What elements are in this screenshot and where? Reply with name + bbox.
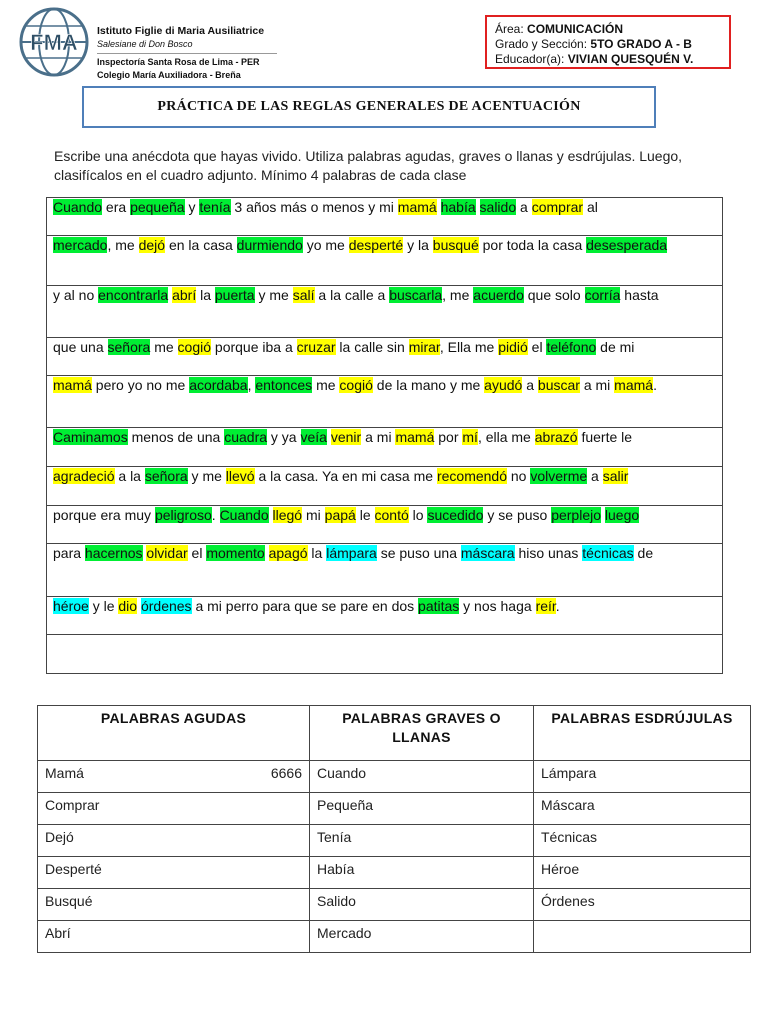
highlighted-word: mamá — [395, 429, 435, 445]
highlighted-word: veía — [300, 429, 327, 445]
grave-cell: Tenía — [310, 825, 534, 857]
plain-text: por — [434, 429, 463, 445]
plain-text: yo me — [302, 237, 349, 253]
plain-text: en la casa — [165, 237, 237, 253]
highlighted-word: olvidar — [146, 545, 188, 561]
plain-text: a mi perro para que se pare en dos — [191, 598, 419, 614]
plain-text: , me — [107, 237, 139, 253]
highlighted-word: venir — [330, 429, 362, 445]
esdrujula-cell: Lámpara — [534, 761, 751, 793]
plain-text: 3 años más o menos y mi — [230, 199, 398, 215]
grave-cell: Pequeña — [310, 793, 534, 825]
anecdote-cell — [47, 544, 723, 597]
anecdote-row — [47, 198, 723, 236]
aguda-cell — [38, 793, 310, 825]
anecdote-cell — [47, 597, 723, 635]
highlighted-word: mamá — [53, 377, 92, 393]
anecdote-row — [47, 467, 723, 506]
highlighted-word: mercado — [53, 237, 108, 253]
aguda-word: Abrí — [45, 925, 71, 941]
esdrujula-cell: Órdenes — [534, 889, 751, 921]
highlighted-word: cuadra — [224, 429, 268, 445]
highlighted-word: máscara — [460, 545, 515, 561]
plain-text: y nos haga — [459, 598, 536, 614]
colegio: Colegio María Auxiliadora - Breña — [97, 70, 241, 80]
plain-text: porque era muy — [53, 507, 155, 523]
highlighted-word: momento — [206, 545, 265, 561]
anecdote-table — [46, 197, 723, 674]
highlighted-word: pidió — [498, 339, 528, 355]
plain-text: y le — [88, 598, 119, 614]
aguda-cell — [38, 857, 310, 889]
highlighted-word: volverme — [530, 468, 588, 484]
aguda-cell — [38, 889, 310, 921]
educator-value: VIVIAN QUESQUÉN V. — [567, 52, 694, 66]
highlighted-word: luego — [604, 507, 640, 523]
plain-text: se puso una — [376, 545, 461, 561]
institution-subtitle: Salesiane di Don Bosco — [97, 39, 193, 49]
highlighted-word: dejó — [138, 237, 166, 253]
plain-text: para — [53, 545, 85, 561]
plain-text — [269, 507, 273, 523]
plain-text: y me — [187, 468, 226, 484]
aguda-word: Busqué — [45, 893, 93, 909]
plain-text: , ella me — [477, 429, 535, 445]
plain-text: hiso unas — [514, 545, 583, 561]
highlighted-word: técnicas — [582, 545, 634, 561]
plain-text: no — [507, 468, 531, 484]
highlighted-word: encontrarla — [98, 287, 169, 303]
plain-text: le — [355, 507, 375, 523]
highlighted-word: apagó — [268, 545, 308, 561]
header-esdrujulas: PALABRAS ESDRÚJULAS — [534, 706, 751, 761]
highlighted-word: cruzar — [296, 339, 336, 355]
plain-text: y se puso — [483, 507, 552, 523]
plain-text: era — [102, 199, 131, 215]
highlighted-word: acuerdo — [473, 287, 524, 303]
grave-cell: Mercado — [310, 921, 534, 953]
highlighted-word: cogió — [339, 377, 373, 393]
highlighted-word: contó — [374, 507, 409, 523]
highlighted-word: ayudó — [484, 377, 523, 393]
highlighted-word: corría — [584, 287, 621, 303]
anecdote-row — [47, 428, 723, 467]
plain-text: porque iba a — [211, 339, 297, 355]
plain-text: el — [527, 339, 547, 355]
highlighted-word: abrazó — [534, 429, 578, 445]
header-agudas: PALABRAS AGUDAS — [38, 706, 310, 761]
highlighted-word: agradeció — [53, 468, 115, 484]
anecdote-cell — [47, 428, 723, 467]
highlighted-word: salir — [602, 468, 629, 484]
plain-text: que una — [53, 339, 108, 355]
highlighted-word: Cuando — [53, 199, 103, 215]
anecdote-cell — [47, 198, 723, 236]
highlighted-word: recomendó — [436, 468, 507, 484]
highlighted-word: héroe — [53, 598, 89, 614]
highlighted-word: lámpara — [326, 545, 377, 561]
plain-text: que solo — [523, 287, 585, 303]
plain-text: menos de una — [127, 429, 225, 445]
highlighted-word: durmiendo — [236, 237, 303, 253]
anecdote-cell — [47, 467, 723, 506]
aguda-word: Comprar — [45, 797, 100, 813]
esdrujula-cell — [534, 921, 751, 953]
highlighted-word: mirar — [408, 339, 440, 355]
aguda-cell — [38, 761, 310, 793]
area-value: COMUNICACIÓN — [527, 22, 624, 36]
header-graves: PALABRAS GRAVES O LLANAS — [310, 706, 534, 761]
plain-text: el — [187, 545, 207, 561]
plain-text — [476, 199, 480, 215]
aguda-word: Dejó — [45, 829, 74, 845]
anecdote-cell — [47, 236, 723, 286]
highlighted-word: Cuando — [219, 507, 269, 523]
highlighted-word: entonces — [255, 377, 313, 393]
highlighted-word: comprar — [531, 199, 584, 215]
highlighted-word: buscarla — [389, 287, 443, 303]
plain-text: y me — [254, 287, 293, 303]
esdrujula-cell: Máscara — [534, 793, 751, 825]
classification-row — [38, 793, 751, 825]
anecdote-row — [47, 338, 723, 376]
anecdote-cell — [47, 286, 723, 338]
anecdote-row — [47, 286, 723, 338]
institution-name: Istituto Figlie di Maria Ausiliatrice — [97, 25, 265, 37]
info-box: Área: COMUNICACIÓN Grado y Sección: 5TO GRADO A - B Educador(a): VIVIAN QUESQUÉN V. — [485, 15, 731, 69]
plain-text: de la mano y me — [372, 377, 485, 393]
plain-text: , Ella me — [439, 339, 499, 355]
plain-text: a mi — [579, 377, 615, 393]
plain-text: . — [653, 377, 657, 393]
plain-text: me — [150, 339, 178, 355]
highlighted-word: reír — [535, 598, 556, 614]
highlighted-word: llegó — [272, 507, 303, 523]
plain-text: a mi — [361, 429, 396, 445]
anecdote-row — [47, 635, 723, 674]
plain-text: a — [587, 468, 603, 484]
plain-text: la calle sin — [335, 339, 409, 355]
highlighted-word: papá — [324, 507, 356, 523]
highlighted-word: busqué — [432, 237, 479, 253]
plain-text: a — [516, 199, 532, 215]
plain-text: . — [211, 507, 220, 523]
plain-text: al — [583, 199, 598, 215]
plain-text: a la casa. Ya en mi casa me — [254, 468, 437, 484]
instructions: Escribe una anécdota que hayas vivido. Utiliza palabras agudas, graves o llanas y esdrújulas. Luego, clasifícalos en el cuadro adjunto. Mínimo 4 palabras de cada clase — [54, 148, 683, 183]
highlighted-word: peligroso — [154, 507, 212, 523]
highlighted-word: mí — [462, 429, 478, 445]
classification-row — [38, 889, 751, 921]
plain-text: , — [247, 377, 256, 393]
highlighted-word: puerta — [214, 287, 255, 303]
anecdote-row — [47, 376, 723, 428]
grave-cell: Salido — [310, 889, 534, 921]
plain-text: por toda la casa — [478, 237, 587, 253]
highlighted-word: señora — [144, 468, 188, 484]
grave-cell: Había — [310, 857, 534, 889]
anecdote-row — [47, 236, 723, 286]
plain-text: pero yo no me — [91, 377, 190, 393]
highlighted-word: mamá — [397, 199, 437, 215]
plain-text: . — [555, 598, 560, 614]
classification-row — [38, 921, 751, 953]
institution-block — [97, 25, 277, 82]
plain-text: a la — [114, 468, 145, 484]
page-title: PRÁCTICA DE LAS REGLAS GENERALES DE ACENTUACIÓN — [82, 86, 656, 128]
plain-text — [265, 545, 269, 561]
plain-text — [437, 199, 441, 215]
plain-text: a la calle a — [314, 287, 390, 303]
highlighted-word: patitas — [418, 598, 460, 614]
plain-text: fuerte le — [577, 429, 633, 445]
plain-text: de mi — [596, 339, 635, 355]
highlighted-word: mamá — [614, 377, 654, 393]
plain-text: hasta — [620, 287, 659, 303]
plain-text: la — [307, 545, 327, 561]
aguda-word: Desperté — [45, 861, 102, 877]
highlighted-word: desesperada — [586, 237, 668, 253]
grave-cell: Cuando — [310, 761, 534, 793]
anecdote-cell — [47, 635, 723, 674]
highlighted-word: abrí — [172, 287, 197, 303]
highlighted-word: señora — [107, 339, 151, 355]
aguda-cell — [38, 825, 310, 857]
classification-row — [38, 857, 751, 889]
fma-logo — [18, 6, 90, 78]
plain-text: y — [184, 199, 200, 215]
svg-text:FMA: FMA — [30, 30, 78, 55]
highlighted-word: sucedido — [427, 507, 484, 523]
highlighted-word: salido — [479, 199, 517, 215]
highlighted-word: tenía — [199, 199, 231, 215]
plain-text: , me — [442, 287, 474, 303]
highlighted-word: Caminamos — [53, 429, 128, 445]
anecdote-cell — [47, 338, 723, 376]
highlighted-word: había — [440, 199, 476, 215]
highlighted-word: cogió — [177, 339, 212, 355]
aguda-cell — [38, 921, 310, 953]
classification-row — [38, 825, 751, 857]
grade-value: 5TO GRADO A - B — [590, 37, 692, 51]
esdrujula-cell: Técnicas — [534, 825, 751, 857]
anecdote-row — [47, 544, 723, 597]
highlighted-word: desperté — [348, 237, 404, 253]
aguda-word: Mamá — [45, 765, 84, 781]
highlighted-word: dio — [118, 598, 138, 614]
plain-text: lo — [408, 507, 428, 523]
highlighted-word: llevó — [225, 468, 255, 484]
anecdote-cell — [47, 506, 723, 544]
highlighted-word: salí — [292, 287, 315, 303]
highlighted-word: buscar — [537, 377, 580, 393]
plain-text: y al no — [53, 287, 99, 303]
aguda-extra: 6666 — [270, 765, 302, 781]
inspectoria: Inspectoría Santa Rosa de Lima - PER — [97, 57, 260, 67]
plain-text: a — [522, 377, 538, 393]
highlighted-word: hacernos — [84, 545, 143, 561]
highlighted-word: órdenes — [140, 598, 192, 614]
plain-text: de — [633, 545, 654, 561]
classification-table — [37, 705, 751, 953]
highlighted-word: acordaba — [189, 377, 248, 393]
classification-row — [38, 761, 751, 793]
esdrujula-cell: Héroe — [534, 857, 751, 889]
plain-text: me — [312, 377, 340, 393]
anecdote-row — [47, 506, 723, 544]
plain-text: y la — [403, 237, 433, 253]
anecdote-row — [47, 597, 723, 635]
highlighted-word: teléfono — [546, 339, 597, 355]
anecdote-cell — [47, 376, 723, 428]
highlighted-word: pequeña — [130, 199, 185, 215]
highlighted-word: perplejo — [551, 507, 602, 523]
plain-text: la — [196, 287, 215, 303]
plain-text: mi — [302, 507, 325, 523]
plain-text: y ya — [267, 429, 301, 445]
